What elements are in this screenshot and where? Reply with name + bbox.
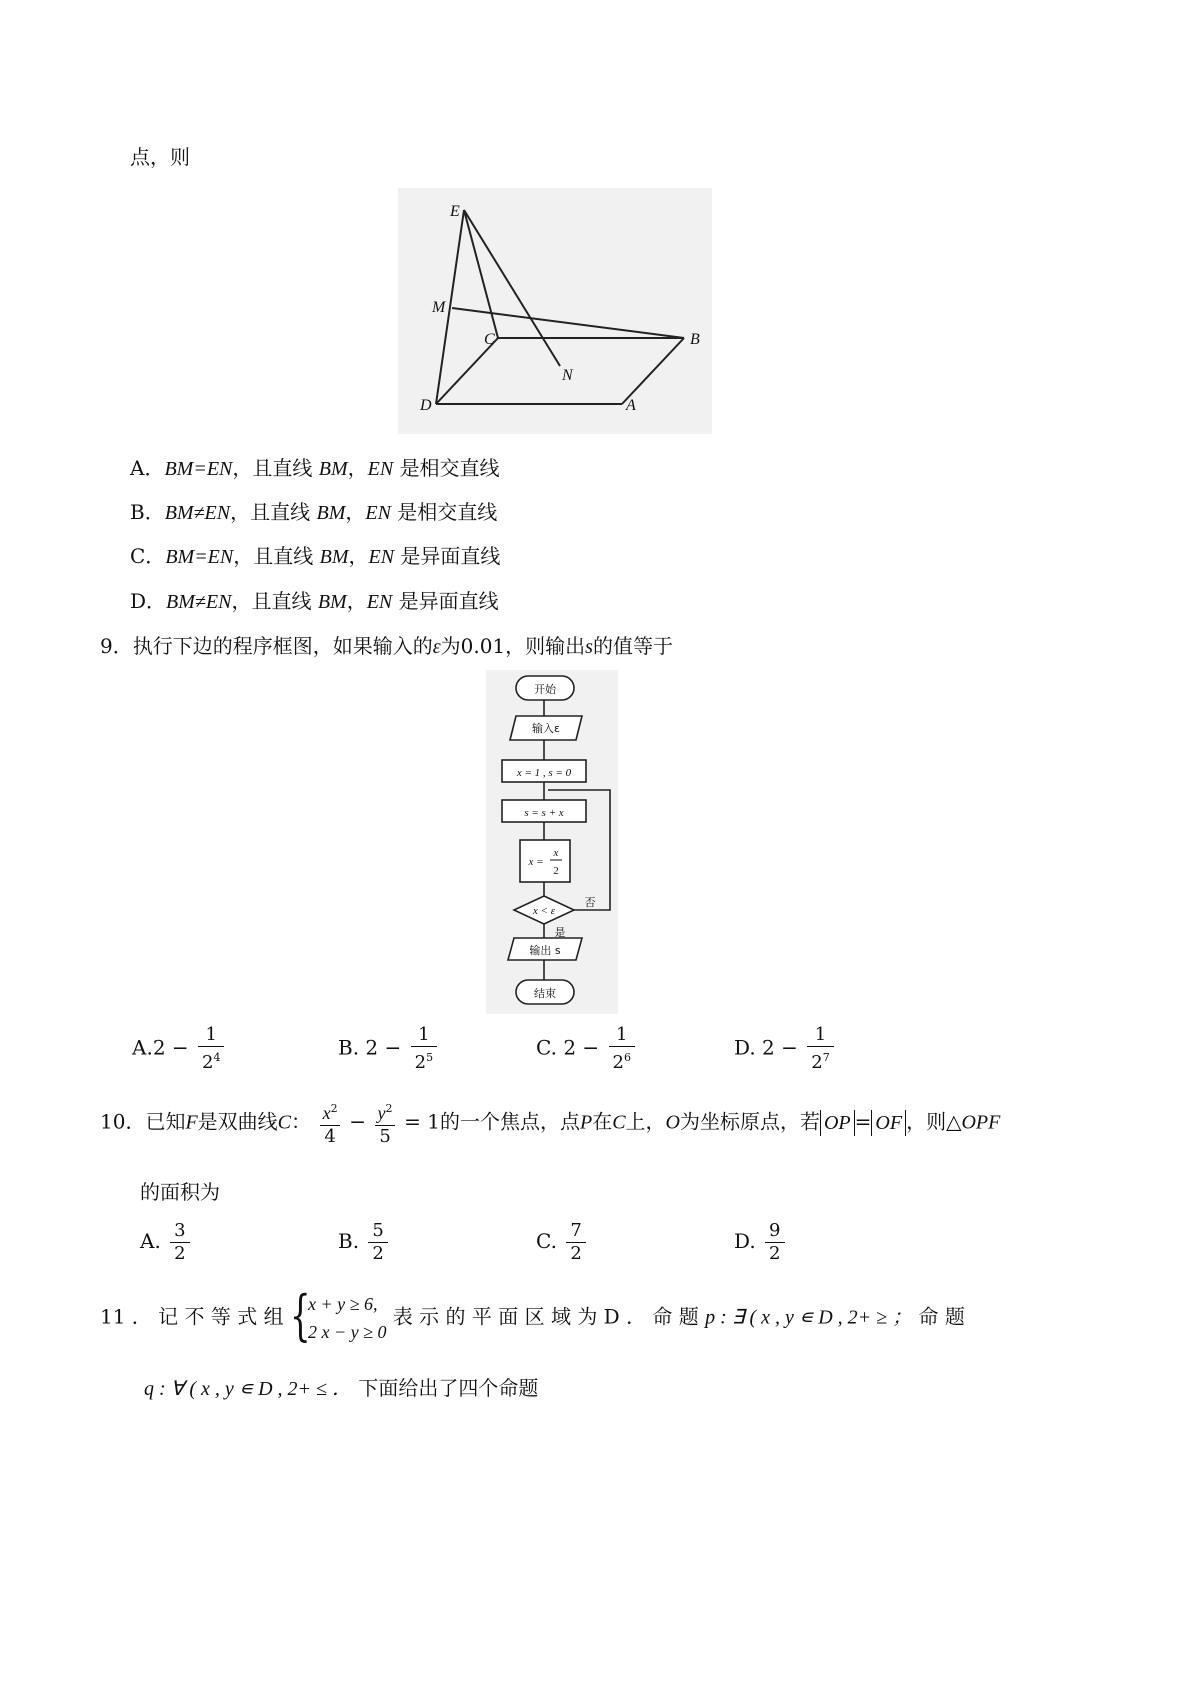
q11-stem-line2: q : ∀ ( x , y ∊ D , 2+ ≤ ． 下面给出了四个命题 <box>144 1376 539 1400</box>
fc-start-text: 开始 <box>534 683 556 696</box>
q9-option-b: B. 2 − $\frac{1}{2^5}$ <box>338 1024 440 1074</box>
q10-option-b: B. $\frac{5}{2}$ <box>338 1220 391 1265</box>
label-D: D <box>420 397 432 414</box>
intro-tail-text: 点，则 <box>130 145 190 169</box>
label-C: C <box>484 331 495 348</box>
q10-option-a: A. $\frac{3}{2}$ <box>140 1220 193 1265</box>
label-E: E <box>450 203 460 220</box>
q10-stem-line2: 的面积为 <box>140 1180 220 1204</box>
fc-yes-label: 是 <box>554 926 566 939</box>
flowchart <box>486 670 618 1014</box>
fc-init-text: x = 1 , s = 0 <box>516 767 572 779</box>
label-M: M <box>432 299 446 316</box>
q8-option-c: C．BM=EN，且直线 BM，EN 是异面直线 <box>130 544 501 568</box>
fc-input-text: 输入ε <box>532 722 560 735</box>
q9-option-c: C. 2 − $\frac{1}{2^6}$ <box>536 1024 638 1074</box>
label-N: N <box>562 367 573 384</box>
inequality-system: { x + y ≥ 6, 2 x − y ≥ 0 <box>289 1284 387 1347</box>
fc-update-x-lhs: x = <box>528 856 544 868</box>
label-A: A <box>626 397 636 414</box>
q8-option-b: B．BM≠EN，且直线 BM，EN 是相交直线 <box>130 500 498 524</box>
fc-update-x-num: x <box>553 847 559 859</box>
q9-option-a: A.2 − $\frac{1}{2^4}$ <box>132 1024 227 1074</box>
geometry-figure <box>398 188 712 434</box>
q10-stem-line1: 10．已知F是双曲线C： $\frac{x^2}{4}$ − $\frac{y^2}{5}$ = 1的一个焦点，点P在C上，O为坐标原点，若 OP = OF ，则△OPF <box>100 1102 1001 1147</box>
q9-option-d: D. 2 − $\frac{1}{2^7}$ <box>734 1024 837 1074</box>
fc-no-label: 否 <box>584 896 596 909</box>
q11-stem-line1: 11 ． 记 不 等 式 组 { x + y ≥ 6, 2 x − y ≥ 0 表 示 的 平 面 区 域 为 D ． 命 题 p : ∃ ( x , y ∊ D , 2+ ≥ ； 命 题 <box>100 1284 965 1347</box>
edge-EN <box>464 210 560 366</box>
edge-AB <box>622 338 684 404</box>
geometry-figure-svg <box>398 188 712 434</box>
label-B: B <box>690 331 700 348</box>
q10-option-c: C. $\frac{7}{2}$ <box>536 1220 589 1265</box>
q10-option-d: D. $\frac{9}{2}$ <box>734 1220 788 1265</box>
fc-output-text: 输出 s <box>529 944 561 957</box>
fc-end-text: 结束 <box>534 987 556 1000</box>
fc-condition-text: x < ε <box>532 905 556 917</box>
q8-option-d: D．BM≠EN，且直线 BM，EN 是异面直线 <box>130 589 499 613</box>
q9-stem: 9．执行下边的程序框图，如果输入的ε为0.01，则输出s的值等于 <box>100 634 673 658</box>
q8-option-a: A．BM=EN，且直线 BM，EN 是相交直线 <box>130 456 500 480</box>
fc-update-s-text: s = s + x <box>524 807 564 819</box>
flowchart-svg <box>486 670 618 1014</box>
fc-update-x-den: 2 <box>553 865 559 877</box>
edge-EC <box>464 210 498 338</box>
